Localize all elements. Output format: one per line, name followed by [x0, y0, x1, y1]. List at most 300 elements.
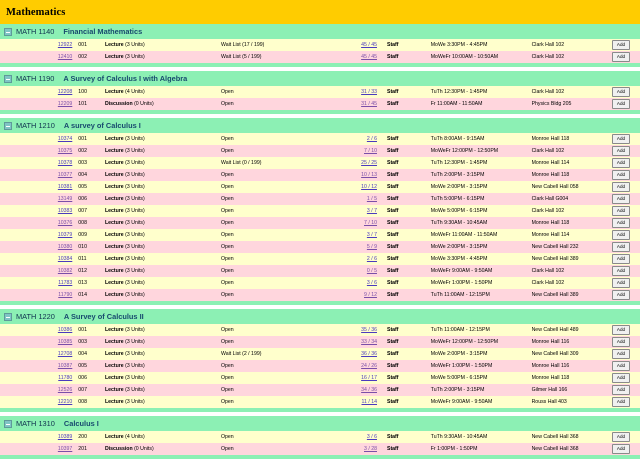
- seats-available-link[interactable]: [322, 387, 381, 393]
- units-label: (3 Units): [125, 220, 145, 226]
- seats-available-link[interactable]: [322, 292, 381, 298]
- section-number-text: 001: [78, 327, 87, 333]
- course-header[interactable]: [0, 24, 640, 39]
- seats-available-link-text[interactable]: 9 / 12: [364, 292, 377, 298]
- table-row: [0, 51, 640, 63]
- meeting-room: [532, 184, 602, 190]
- seats-available-link-text[interactable]: 16 / 17: [361, 375, 377, 381]
- meeting-room: [532, 280, 602, 286]
- add-cell: [602, 218, 640, 228]
- instructor-name-text: Staff: [386, 244, 399, 250]
- seats-available-link[interactable]: [322, 196, 381, 202]
- instructor-name: [381, 327, 431, 333]
- meeting-time-text: TuTh 9:30AM - 10:45AM: [430, 220, 488, 226]
- table-row: [0, 217, 640, 229]
- meeting-time-text: TuTh 11:00AM - 12:15PM: [430, 327, 490, 333]
- class-number-link-text[interactable]: 10389: [57, 434, 73, 440]
- seats-available-link-text[interactable]: 0 / 5: [366, 268, 377, 274]
- component-label: Lecture: [104, 434, 124, 440]
- instructor-name: [381, 363, 431, 369]
- class-number-link-text[interactable]: 10382: [57, 268, 73, 274]
- class-number-link-text[interactable]: 10386: [57, 327, 73, 333]
- add-button[interactable]: Add: [612, 230, 630, 240]
- component-type: [105, 101, 221, 107]
- class-number-link-text[interactable]: 12209: [57, 101, 73, 107]
- class-number-link-text[interactable]: 10379: [57, 232, 73, 238]
- component-label: Lecture: [104, 172, 124, 178]
- class-number-link-text[interactable]: 10376: [57, 220, 73, 226]
- meeting-time: [431, 244, 532, 250]
- class-number-link[interactable]: [0, 399, 78, 405]
- meeting-room-text: Clark Hall 102: [531, 280, 565, 286]
- units-label: (3 Units): [125, 399, 145, 405]
- class-number-link[interactable]: [0, 446, 78, 452]
- seats-available-link-text[interactable]: 3 / 6: [366, 280, 377, 286]
- meeting-room: [532, 327, 602, 333]
- add-button[interactable]: Add: [612, 194, 630, 204]
- meeting-room: [532, 136, 602, 142]
- meeting-room-text: New Cabell Hall 058: [531, 184, 579, 190]
- table-row: [0, 86, 640, 98]
- add-cell: [602, 206, 640, 216]
- seats-available-link[interactable]: [322, 339, 381, 345]
- class-number-link-text[interactable]: 10397: [57, 446, 73, 452]
- meeting-time-text: MoWeFr 11:00AM - 11:50AM: [430, 232, 498, 238]
- meeting-time: [431, 220, 532, 226]
- instructor-name: [381, 351, 431, 357]
- units-label: (3 Units): [125, 280, 145, 286]
- seats-available-link-text[interactable]: 2 / 6: [366, 136, 377, 142]
- seats-available-link-text[interactable]: 3 / 28: [364, 446, 377, 452]
- meeting-time: [431, 399, 532, 405]
- add-cell: [602, 397, 640, 407]
- class-number-link-text[interactable]: 10383: [57, 208, 73, 214]
- instructor-name-text: Staff: [386, 292, 399, 298]
- instructor-name-text: Staff: [386, 54, 399, 60]
- add-button[interactable]: Add: [612, 40, 630, 50]
- meeting-room: [532, 434, 602, 440]
- course-code: MATH 1210: [16, 121, 55, 130]
- seats-available-link[interactable]: [322, 184, 381, 190]
- add-button[interactable]: Add: [612, 146, 630, 156]
- section-number: [78, 184, 105, 190]
- minus-square-icon[interactable]: [4, 28, 12, 36]
- section-number: [78, 89, 105, 95]
- class-number-link[interactable]: [0, 387, 78, 393]
- add-button[interactable]: Add: [612, 290, 630, 300]
- add-button[interactable]: Add: [612, 373, 630, 383]
- enrollment-status: [221, 196, 322, 202]
- meeting-time-text: MoWe 2:00PM - 3:15PM: [430, 351, 488, 357]
- add-button[interactable]: Add: [612, 444, 630, 454]
- enrollment-status: [221, 89, 322, 95]
- section-number-text: 006: [78, 375, 87, 381]
- add-button[interactable]: Add: [612, 266, 630, 276]
- seats-available-link-text[interactable]: 31 / 45: [361, 101, 377, 107]
- component-label: Lecture: [104, 148, 124, 154]
- class-number-link-text[interactable]: 10374: [57, 136, 73, 142]
- meeting-time: [431, 327, 532, 333]
- enrollment-status-text: Wait List (17 / 199): [220, 42, 265, 48]
- class-number-link-text[interactable]: 12210: [57, 399, 73, 405]
- class-number-link[interactable]: [0, 184, 78, 190]
- component-label: Lecture: [104, 327, 124, 333]
- add-cell: [602, 194, 640, 204]
- add-button[interactable]: Add: [612, 87, 630, 97]
- seats-available-link[interactable]: [322, 363, 381, 369]
- meeting-time: [431, 292, 532, 298]
- minus-square-icon[interactable]: [4, 420, 12, 428]
- add-cell: [602, 361, 640, 371]
- class-number-link[interactable]: [0, 196, 78, 202]
- class-number-link[interactable]: [0, 148, 78, 154]
- add-button[interactable]: Add: [612, 254, 630, 264]
- class-number-link[interactable]: [0, 363, 78, 369]
- class-number-link-text[interactable]: 12208: [57, 89, 73, 95]
- seats-available-link[interactable]: [322, 351, 381, 357]
- component-label: Lecture: [104, 268, 124, 274]
- units-label: (3 Units): [125, 387, 145, 393]
- meeting-room-text: Clark Hall 102: [531, 208, 565, 214]
- seats-available-link[interactable]: [322, 268, 381, 274]
- class-number-link[interactable]: [0, 160, 78, 166]
- seats-available-link-text[interactable]: 24 / 26: [361, 363, 377, 369]
- meeting-room: [532, 268, 602, 274]
- meeting-room: [532, 220, 602, 226]
- seats-available-link-text[interactable]: 25 / 25: [361, 160, 377, 166]
- add-button[interactable]: Add: [612, 385, 630, 395]
- table-row: [0, 384, 640, 396]
- meeting-room: [532, 89, 602, 95]
- section-number: [78, 172, 105, 178]
- seats-available-link[interactable]: [322, 375, 381, 381]
- units-label: (3 Units): [125, 184, 145, 190]
- component-label: Lecture: [104, 399, 124, 405]
- add-button[interactable]: Add: [612, 158, 630, 168]
- section-number: [78, 208, 105, 214]
- seats-available-link[interactable]: [322, 256, 381, 262]
- course-block: [0, 309, 640, 416]
- units-label: (3 Units): [125, 160, 145, 166]
- seats-available-link[interactable]: [322, 399, 381, 405]
- class-number-link[interactable]: [0, 375, 78, 381]
- component-type: [105, 375, 221, 381]
- seats-available-link-text[interactable]: 5 / 9: [366, 244, 377, 250]
- add-cell: [602, 99, 640, 109]
- seats-available-link[interactable]: [322, 136, 381, 142]
- class-number-link-text[interactable]: 10380: [57, 244, 73, 250]
- class-number-link-text[interactable]: 13149: [57, 196, 73, 202]
- add-button[interactable]: Add: [612, 325, 630, 335]
- course-block: [0, 416, 640, 463]
- add-button[interactable]: Add: [612, 182, 630, 192]
- meeting-time-text: MoWe 3:30PM - 4:45PM: [430, 42, 488, 48]
- seats-available-link[interactable]: [322, 208, 381, 214]
- class-number-link[interactable]: [0, 327, 78, 333]
- seats-available-link[interactable]: [322, 148, 381, 154]
- class-number-link-text[interactable]: 10385: [57, 339, 73, 345]
- seats-available-link-text[interactable]: 3 / 6: [366, 434, 377, 440]
- add-button[interactable]: Add: [612, 361, 630, 371]
- units-label: (3 Units): [125, 339, 145, 345]
- seats-available-link-text[interactable]: 7 / 10: [364, 148, 377, 154]
- enrollment-status-text: Open: [220, 220, 234, 226]
- seats-available-link-text[interactable]: 11 / 14: [361, 399, 377, 405]
- meeting-room: [532, 375, 602, 381]
- meeting-room: [532, 101, 602, 107]
- course-name: A survey of Calculus I: [63, 121, 141, 130]
- meeting-time-text: MoWeFr 9:00AM - 9:50AM: [430, 399, 493, 405]
- enrollment-status: [221, 136, 322, 142]
- component-label: Lecture: [104, 89, 124, 95]
- section-number: [78, 148, 105, 154]
- seats-available-link[interactable]: [322, 101, 381, 107]
- add-button[interactable]: Add: [612, 218, 630, 228]
- units-label: (3 Units): [125, 232, 145, 238]
- units-label: (3 Units): [125, 42, 145, 48]
- enrollment-status: [221, 268, 322, 274]
- instructor-name-text: Staff: [386, 446, 399, 452]
- meeting-room-text: Monroe Hall 114: [531, 232, 570, 238]
- instructor-name: [381, 232, 431, 238]
- class-number-link-text[interactable]: 12922: [57, 42, 73, 48]
- meeting-time-text: MoWeFr 1:00PM - 1:50PM: [430, 280, 493, 286]
- seats-available-link[interactable]: [322, 220, 381, 226]
- add-button[interactable]: Add: [612, 397, 630, 407]
- meeting-room-text: Monroe Hall 118: [531, 136, 570, 142]
- class-number-link[interactable]: [0, 42, 78, 48]
- minus-square-icon[interactable]: [4, 122, 12, 130]
- add-cell: [602, 373, 640, 383]
- class-number-link[interactable]: [0, 256, 78, 262]
- class-number-link-text[interactable]: 11780: [58, 375, 73, 381]
- component-type: [105, 54, 221, 60]
- enrollment-status: [221, 327, 322, 333]
- add-button[interactable]: Add: [612, 99, 630, 109]
- seats-available-link-text[interactable]: 45 / 45: [361, 42, 377, 48]
- class-number-link[interactable]: [0, 101, 78, 107]
- instructor-name-text: Staff: [386, 280, 399, 286]
- class-number-link-text[interactable]: 12410: [57, 54, 73, 60]
- meeting-room-text: New Cabell Hall 309: [531, 351, 579, 357]
- class-number-link[interactable]: [0, 54, 78, 60]
- section-number: [78, 268, 105, 274]
- table-row: [0, 193, 640, 205]
- seats-available-link[interactable]: [322, 327, 381, 333]
- instructor-name: [381, 208, 431, 214]
- minus-square-icon[interactable]: [4, 313, 12, 321]
- table-row: [0, 265, 640, 277]
- class-number-link[interactable]: [0, 268, 78, 274]
- seats-available-link-text[interactable]: 10 / 13: [361, 172, 377, 178]
- seats-available-link[interactable]: [322, 446, 381, 452]
- section-number: [78, 387, 105, 393]
- section-number-text: 013: [78, 280, 87, 286]
- seats-available-link-text[interactable]: 31 / 33: [361, 89, 377, 95]
- add-button[interactable]: Add: [612, 349, 630, 359]
- course-name: Financial Mathematics: [63, 27, 143, 36]
- class-number-link[interactable]: [0, 208, 78, 214]
- add-cell: [602, 254, 640, 264]
- component-type: [105, 184, 221, 190]
- instructor-name: [381, 89, 431, 95]
- section-number-text: 001: [78, 136, 87, 142]
- enrollment-status-text: Wait List (5 / 199): [220, 54, 262, 60]
- seats-available-link[interactable]: [322, 42, 381, 48]
- add-cell: [602, 158, 640, 168]
- instructor-name: [381, 399, 431, 405]
- class-number-link-text[interactable]: 10381: [57, 184, 73, 190]
- class-number-link-text[interactable]: 10377: [57, 172, 73, 178]
- class-number-link[interactable]: [0, 172, 78, 178]
- seats-available-link-text[interactable]: 45 / 45: [361, 54, 377, 60]
- instructor-name: [381, 42, 431, 48]
- meeting-time-text: MoWe 2:00PM - 3:15PM: [430, 244, 488, 250]
- instructor-name: [381, 220, 431, 226]
- course-name: Calculus I: [63, 419, 99, 428]
- course-header[interactable]: [0, 309, 640, 324]
- table-row: [0, 169, 640, 181]
- seats-available-link-text[interactable]: 10 / 12: [361, 184, 377, 190]
- table-row: [0, 396, 640, 408]
- seats-available-link[interactable]: [322, 244, 381, 250]
- units-label: (3 Units): [125, 148, 145, 154]
- add-cell: [602, 432, 640, 442]
- class-number-link[interactable]: [0, 351, 78, 357]
- enrollment-status-text: Open: [220, 375, 234, 381]
- table-row: [0, 336, 640, 348]
- class-number-link-text[interactable]: 10384: [57, 256, 73, 262]
- table-row: [0, 443, 640, 455]
- meeting-time: [431, 351, 532, 357]
- seats-available-link[interactable]: [322, 232, 381, 238]
- component-type: [105, 160, 221, 166]
- seats-available-link[interactable]: [322, 434, 381, 440]
- seats-available-link[interactable]: [322, 89, 381, 95]
- class-number-link[interactable]: [0, 280, 78, 286]
- add-button[interactable]: Add: [612, 432, 630, 442]
- instructor-name: [381, 339, 431, 345]
- enrollment-status-text: Open: [220, 339, 234, 345]
- meeting-room-text: New Cabell Hall 489: [531, 327, 579, 333]
- class-number-link[interactable]: [0, 232, 78, 238]
- add-button[interactable]: Add: [612, 52, 630, 62]
- class-number-link[interactable]: [0, 434, 78, 440]
- minus-square-icon[interactable]: [4, 75, 12, 83]
- enrollment-status-text: Open: [220, 268, 234, 274]
- class-number-link[interactable]: [0, 244, 78, 250]
- meeting-room: [532, 54, 602, 60]
- seats-available-link-text[interactable]: 3 / 7: [366, 208, 377, 214]
- seats-available-link[interactable]: [322, 172, 381, 178]
- course-header[interactable]: [0, 71, 640, 86]
- seats-available-link-text[interactable]: 33 / 34: [361, 339, 377, 345]
- meeting-time: [431, 160, 532, 166]
- class-number-link-text[interactable]: 10378: [57, 160, 73, 166]
- class-number-link[interactable]: [0, 220, 78, 226]
- section-number-text: 004: [78, 172, 87, 178]
- class-number-link-text[interactable]: 10375: [57, 148, 73, 154]
- seats-available-link-text[interactable]: 36 / 36: [361, 351, 377, 357]
- course-code: MATH 1190: [16, 74, 55, 83]
- table-row: [0, 241, 640, 253]
- section-number-text: 005: [78, 184, 87, 190]
- class-number-link[interactable]: [0, 339, 78, 345]
- course-header[interactable]: [0, 416, 640, 431]
- component-type: [105, 292, 221, 298]
- class-number-link-text[interactable]: 10387: [57, 363, 73, 369]
- component-type: [105, 363, 221, 369]
- course-code: MATH 1220: [16, 312, 55, 321]
- seats-available-link-text[interactable]: 35 / 36: [361, 327, 377, 333]
- course-header[interactable]: [0, 118, 640, 133]
- section-number-text: 003: [78, 160, 87, 166]
- seats-available-link[interactable]: [322, 54, 381, 60]
- class-number-link[interactable]: [0, 136, 78, 142]
- class-number-link-text[interactable]: 12708: [57, 351, 73, 357]
- enrollment-status-text: Open: [220, 387, 234, 393]
- class-number-link-text[interactable]: 11790: [58, 292, 73, 298]
- seats-available-link[interactable]: [322, 160, 381, 166]
- add-button[interactable]: Add: [612, 134, 630, 144]
- seats-available-link-text[interactable]: 1 / 5: [366, 196, 377, 202]
- meeting-room-text: Monroe Hall 116: [531, 363, 570, 369]
- meeting-room: [532, 160, 602, 166]
- meeting-time-text: TuTh 12:30PM - 1:45PM: [430, 160, 488, 166]
- enrollment-status: [221, 148, 322, 154]
- instructor-name-text: Staff: [386, 232, 399, 238]
- seats-available-link-text[interactable]: 7 / 10: [364, 220, 377, 226]
- instructor-name: [381, 160, 431, 166]
- instructor-name: [381, 101, 431, 107]
- seats-available-link-text[interactable]: 3 / 7: [366, 232, 377, 238]
- seats-available-link-text[interactable]: 2 / 6: [366, 256, 377, 262]
- add-button[interactable]: Add: [612, 337, 630, 347]
- add-button[interactable]: Add: [612, 206, 630, 216]
- component-label: Discussion: [104, 101, 133, 107]
- page-title: Mathematics: [6, 6, 66, 18]
- add-cell: [602, 230, 640, 240]
- add-button[interactable]: Add: [612, 242, 630, 252]
- component-label: Lecture: [104, 375, 124, 381]
- meeting-time: [431, 148, 532, 154]
- meeting-room-text: Clark Hall 102: [531, 54, 565, 60]
- enrollment-status: [221, 387, 322, 393]
- section-number-text: 012: [78, 268, 87, 274]
- class-number-link-text[interactable]: 12526: [57, 387, 73, 393]
- table-row: [0, 181, 640, 193]
- seats-available-link-text[interactable]: 34 / 36: [361, 387, 377, 393]
- class-number-link-text[interactable]: 11783: [58, 280, 73, 286]
- meeting-room-text: Monroe Hall 118: [531, 172, 570, 178]
- class-number-link[interactable]: [0, 292, 78, 298]
- add-button[interactable]: Add: [612, 170, 630, 180]
- seats-available-link[interactable]: [322, 280, 381, 286]
- section-number: [78, 101, 105, 107]
- instructor-name: [381, 434, 431, 440]
- component-label: Lecture: [104, 42, 124, 48]
- instructor-name-text: Staff: [386, 208, 399, 214]
- add-button[interactable]: Add: [612, 278, 630, 288]
- component-type: [105, 446, 221, 452]
- instructor-name-text: Staff: [386, 89, 399, 95]
- add-cell: [602, 385, 640, 395]
- table-row: [0, 145, 640, 157]
- meeting-room: [532, 244, 602, 250]
- enrollment-status-text: Wait List (2 / 199): [220, 351, 262, 357]
- class-number-link[interactable]: [0, 89, 78, 95]
- enrollment-status-text: Open: [220, 148, 234, 154]
